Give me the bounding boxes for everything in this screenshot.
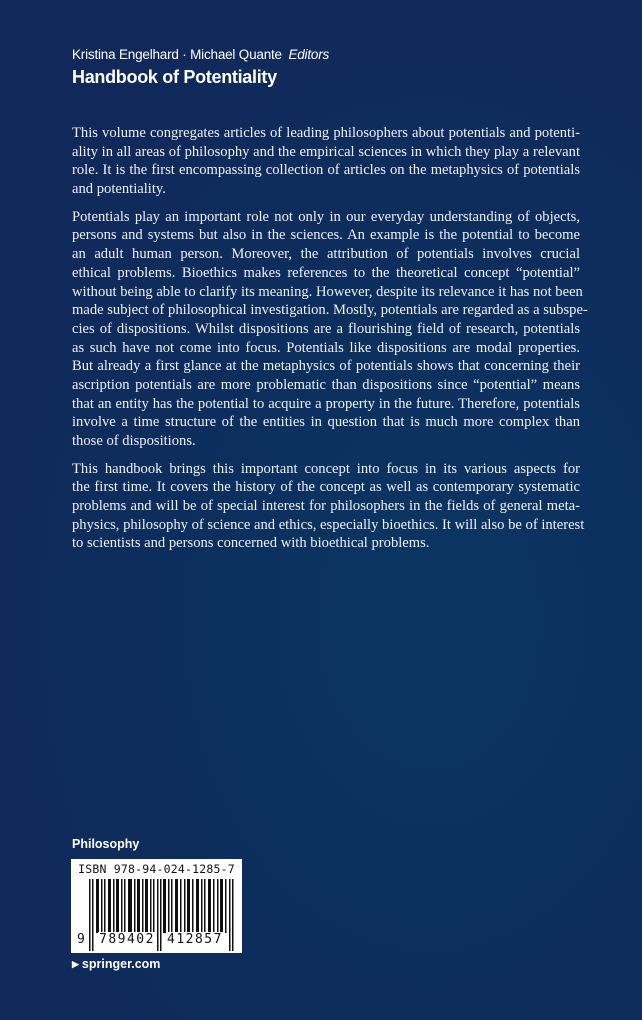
authors-line [72, 47, 329, 62]
editors-label: Editors [288, 47, 330, 62]
text-line: the first time. It covers the history of the concept as well as contemporary systematic [72, 479, 580, 496]
text-line: ethical problems. Bioethics makes references to the theoretical concept “potential” [72, 264, 580, 281]
publisher-link-text[interactable]: springer.com [81, 957, 161, 971]
isbn-label: ISBN 978-94-024-1285-7 [78, 862, 235, 876]
text-line: an adult human person. Moreover, the attribution of potentials involves crucial [72, 246, 580, 263]
text-line: physics, philosophy of science and ethics, especially bioethics. It will also be of interest [72, 516, 585, 533]
text-line: ascription potentials are more problematic than dispositions since “potential” means [72, 376, 580, 393]
blurb-paragraph-2 [72, 208, 588, 451]
triangle-right-icon: ▶ [72, 958, 79, 969]
text-line: role. It is the first encompassing collection of articles on the metaphysics of potentials [72, 162, 580, 179]
text-line: ality in all areas of philosophy and the empirical sciences in which they play a relevant [72, 143, 580, 160]
author-names: Kristina Engelhard · Michael Quante [72, 47, 282, 62]
blurb-paragraph-1 [72, 124, 580, 199]
text-line: those of dispositions. [72, 433, 196, 449]
text-line: and potentiality. [72, 181, 166, 198]
text-line: But already a first glance at the metaphysics of potentials shows that concerning their [72, 358, 580, 375]
book-title: Handbook of Potentiality [72, 67, 277, 87]
text-line: problems and will be of special interest for philosophers in the fields of general meta- [72, 498, 580, 515]
text-line: Potentials play an important role not only in our everyday understanding of objects, [72, 208, 580, 225]
text-line: persons and systems but also in the sciences. An example is the potential to become [72, 227, 580, 244]
blurb-paragraph-3 [72, 460, 585, 553]
barcode-digits [71, 932, 242, 950]
barcode-digit-group-1: 789402 [99, 932, 155, 947]
barcode-digit-group-2: 412857 [167, 932, 223, 947]
text-line: to scientists and persons concerned with bioethical problems. [72, 535, 430, 552]
text-line: This handbook brings this important concept into focus in its various aspects for [72, 460, 580, 477]
text-line: cies of dispositions. Whilst dispositions are a flourishing field of research, potentials [72, 320, 580, 337]
text-line: as such have not come into focus. Potentials like dispositions are modal properties. [72, 339, 580, 356]
blurb [72, 124, 588, 562]
text-line: that an entity has the potential to acquire a property in the future. Therefore, potentials [72, 395, 580, 412]
publisher-link[interactable] [72, 957, 160, 971]
subject-category: Philosophy [72, 837, 140, 851]
text-line: without being able to clarify its meaning. However, despite its relevance it has not been [72, 283, 583, 300]
text-line: made subject of philosophical investigation. Mostly, potentials are regarded as a subspe- [72, 302, 588, 319]
barcode-lead-digit: 9 [77, 932, 85, 947]
text-line: involve a time structure of the entities in question that is much more complex than [72, 414, 580, 431]
isbn-barcode [71, 859, 242, 953]
text-line: This volume congregates articles of leading philosophers about potentials and potenti- [72, 125, 580, 141]
